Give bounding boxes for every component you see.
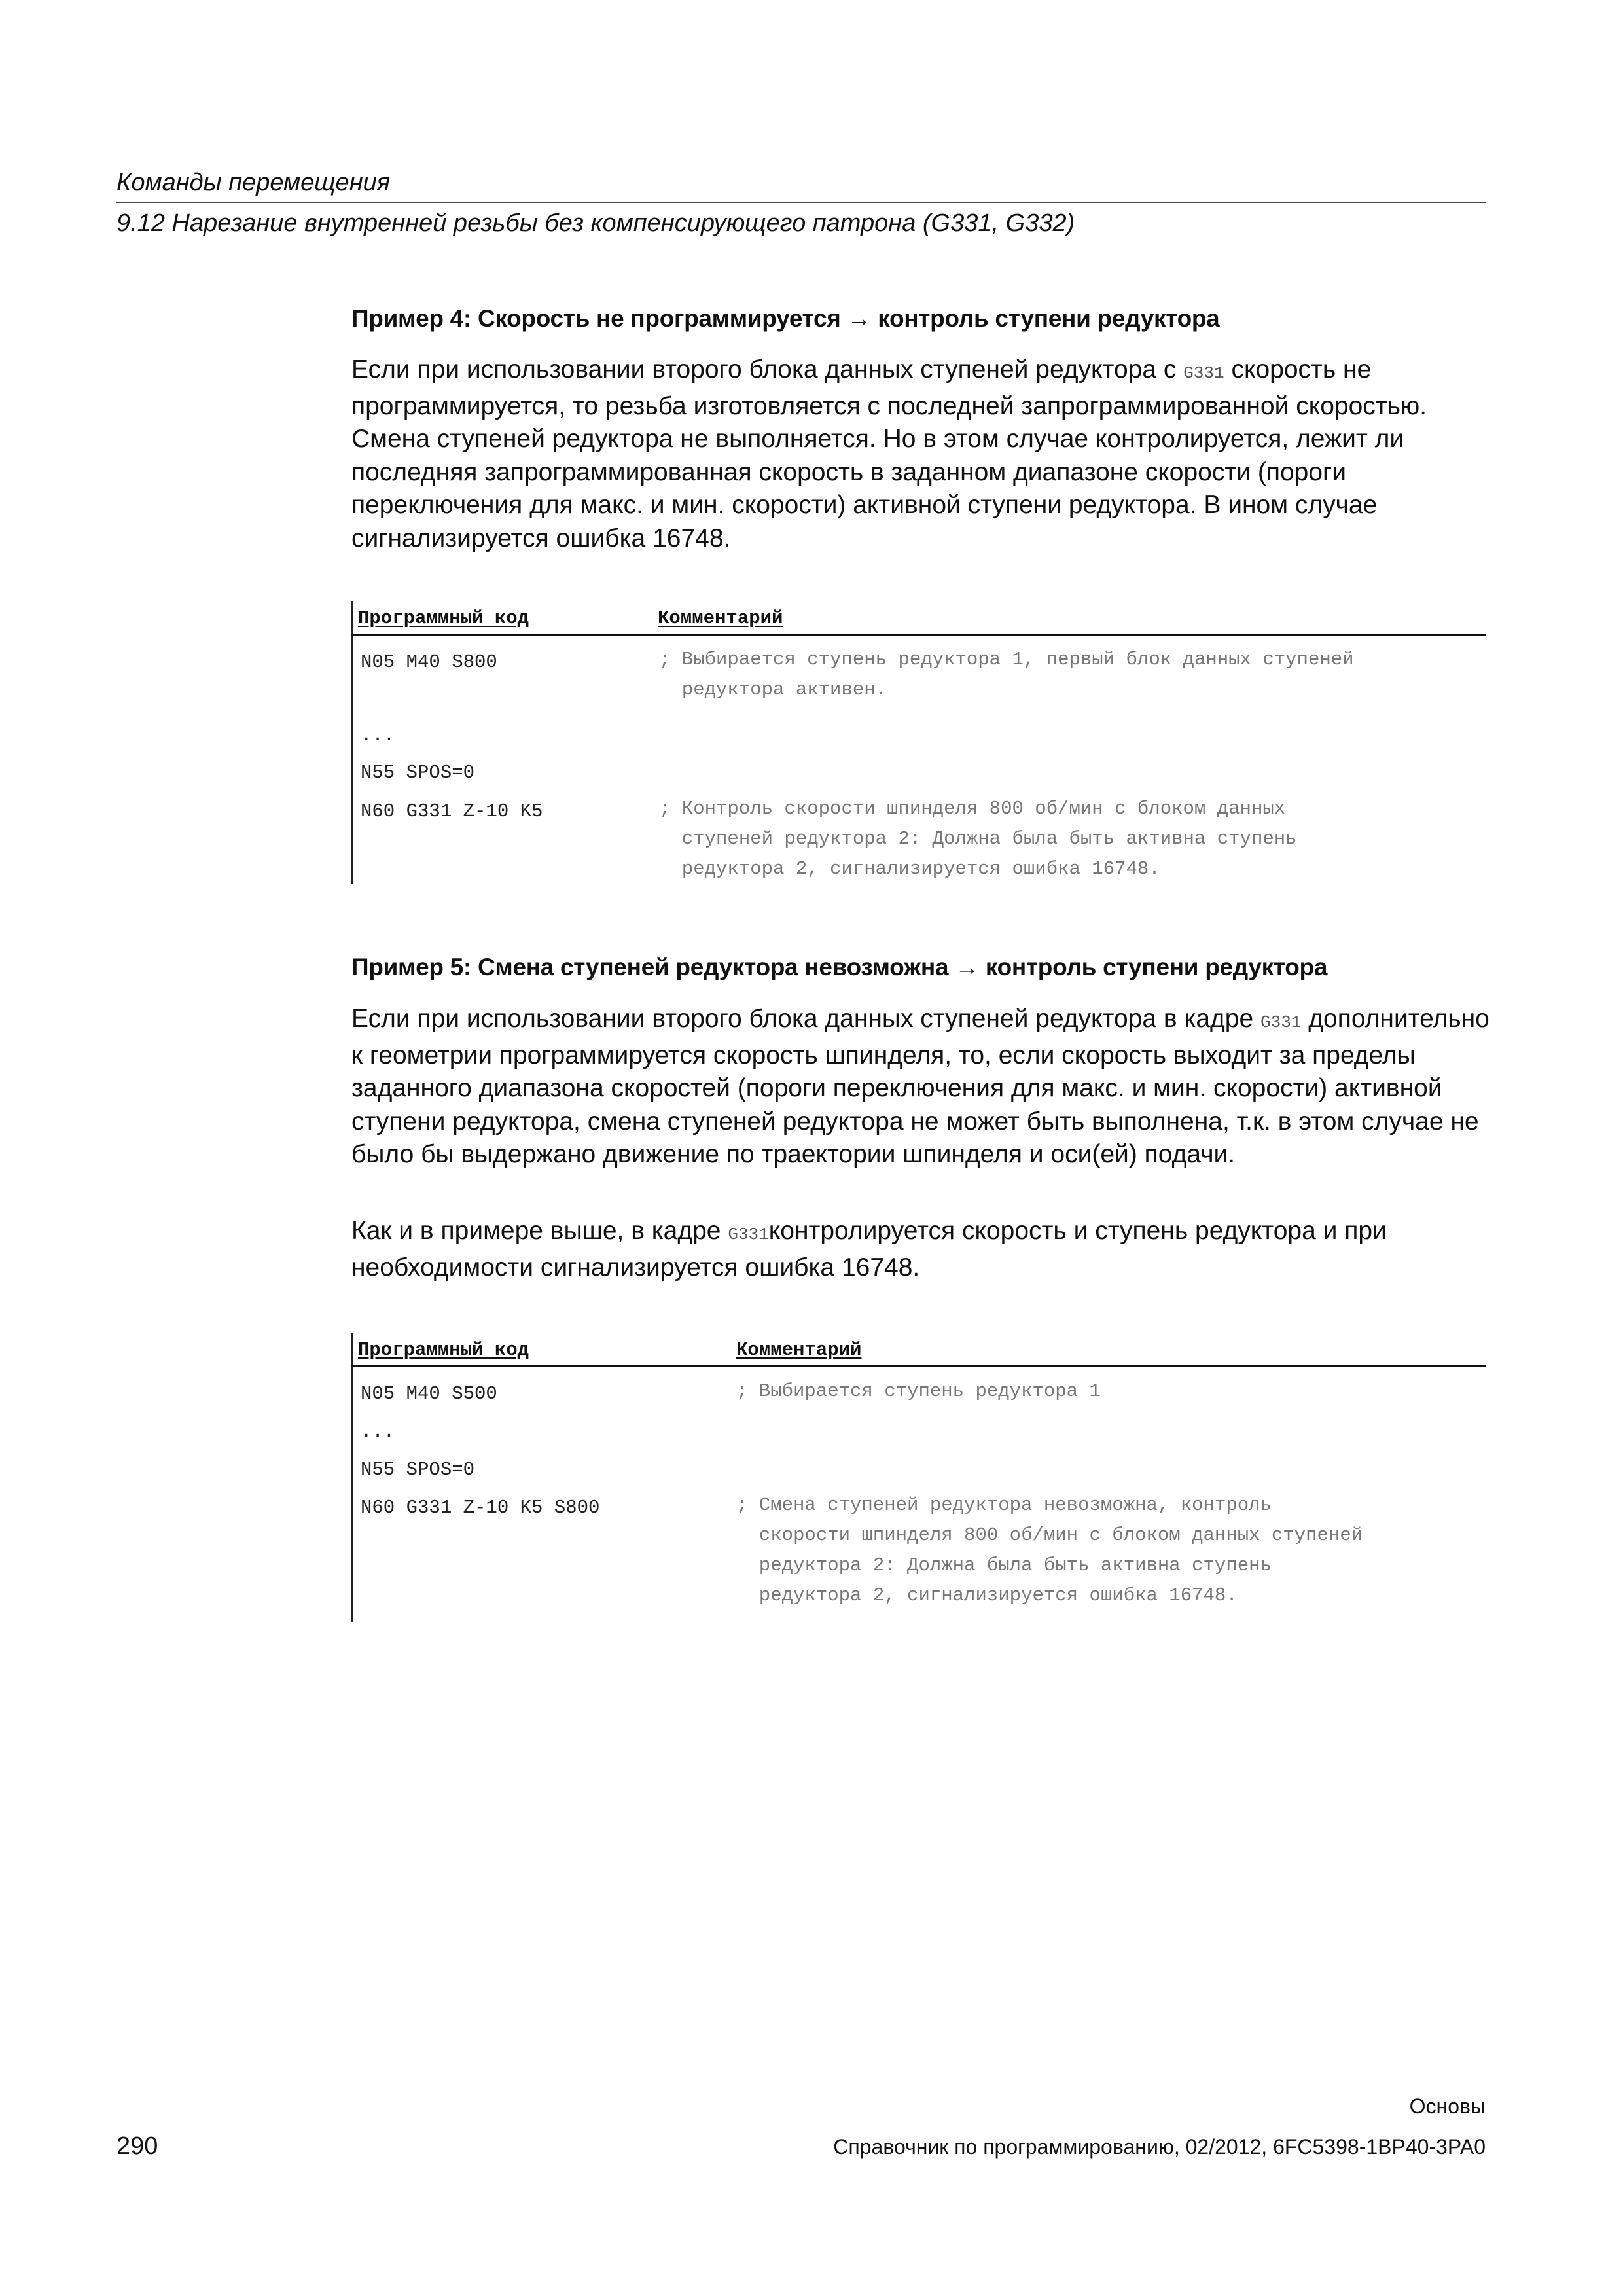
col-header-code: Программный код: [358, 607, 529, 629]
code-cell: N55 SPOS=0: [361, 762, 475, 783]
section-title: 9.12 Нарезание внутренней резьбы без компенсирующего патрона (G331, G332): [116, 209, 1075, 237]
footer-doc-info: Справочник по программированию, 02/2012, 6FC5398-1BP40-3PA0: [833, 2135, 1486, 2159]
example4-code-table: [351, 601, 1486, 884]
example5-paragraph-2: [351, 1215, 1490, 1284]
comment-cell: ; Выбирается ступень редуктора 1: [736, 1380, 1101, 1402]
example5-para1-text-2: дополнительно к геометрии программируется скорость шпинделя, то, если скорость выходит за пределы заданного диапазона скоростей (пороги переключения для макс. и мин. скорости) активной ступени редуктора, смена ступеней редуктора не может быть выполнена, т.к. в этом случае не было бы выдержано движение по траектории шпинделя и оси(ей) подачи.: [351, 1005, 1489, 1168]
code-cell: ...: [361, 725, 395, 746]
chapter-title: Команды перемещения: [116, 169, 391, 196]
example5-code-table: [351, 1333, 1486, 1622]
example5-para1-code: G331: [1260, 1013, 1302, 1032]
col-header-code: Программный код: [358, 1339, 529, 1361]
example4-para-text-1: Если при использовании второго блока данных ступеней редуктора с: [351, 355, 1184, 384]
example4-para-text-2: скорость не программируется, то резьба изготовляется с последней запрограммированной скоростью. Смена ступеней редуктора не выполняется. Но в этом случае контролируется, лежит ли последняя запрограммированная скорость в заданном диапазоне скорости (пороги переключения для макс. и мин. скорости) активной ступени редуктора. В ином случае сигнализируется ошибка 16748.: [351, 355, 1427, 552]
example4-paragraph: [351, 353, 1490, 555]
example5-paragraph-1: [351, 1003, 1490, 1172]
col-header-comment: Комментарий: [658, 607, 783, 629]
col-header-comment: Комментарий: [736, 1339, 862, 1361]
example5-para2-code: G331: [728, 1225, 769, 1244]
table-header: [351, 1333, 1486, 1367]
footer-book-title: Основы: [1409, 2094, 1486, 2118]
code-cell: N60 G331 Z-10 K5 S800: [361, 1497, 600, 1518]
comment-cell: ; Смена ступеней редуктора невозможна, контроль скорости шпинделя 800 об/мин с блоком данных ступеней редуктора 2: Должна была быть активна ступень редуктора 2, сигнализируется ошибка 16748.: [736, 1494, 1363, 1606]
code-cell: N60 G331 Z-10 K5: [361, 800, 543, 822]
example5-heading: Пример 5: Смена ступеней редуктора невозможна → контроль ступени редуктора: [351, 954, 1328, 980]
comment-cell: ; Контроль скорости шпинделя 800 об/мин с блоком данных ступеней редуктора 2: Должна была быть активна ступень редуктора 2, сигнализируется ошибка 16748.: [659, 798, 1297, 880]
page-number: 290: [116, 2132, 158, 2160]
example5-para2-text-1: Как и в примере выше, в кадре: [351, 1217, 728, 1245]
table-header: [351, 601, 1486, 636]
example4-para-code: G331: [1183, 363, 1224, 383]
code-cell: ...: [361, 1421, 395, 1443]
example4-heading: Пример 4: Скорость не программируется → контроль ступени редуктора: [351, 305, 1220, 332]
example5-para1-text-1: Если при использовании второго блока данных ступеней редуктора в кадре: [351, 1005, 1260, 1033]
code-cell: N05 M40 S500: [361, 1383, 497, 1405]
code-cell: N55 SPOS=0: [361, 1459, 475, 1480]
comment-cell: ; Выбирается ступень редуктора 1, первый блок данных ступеней редуктора активен.: [659, 649, 1354, 700]
code-cell: N05 M40 S800: [361, 651, 497, 673]
header-rule: [116, 202, 1486, 203]
table-left-border: [351, 601, 353, 884]
table-left-border: [351, 1333, 353, 1622]
example5-para2-text-2: контролируется скорость и ступень редуктора и при необходимости сигнализируется ошибка 16748.: [351, 1217, 1387, 1282]
